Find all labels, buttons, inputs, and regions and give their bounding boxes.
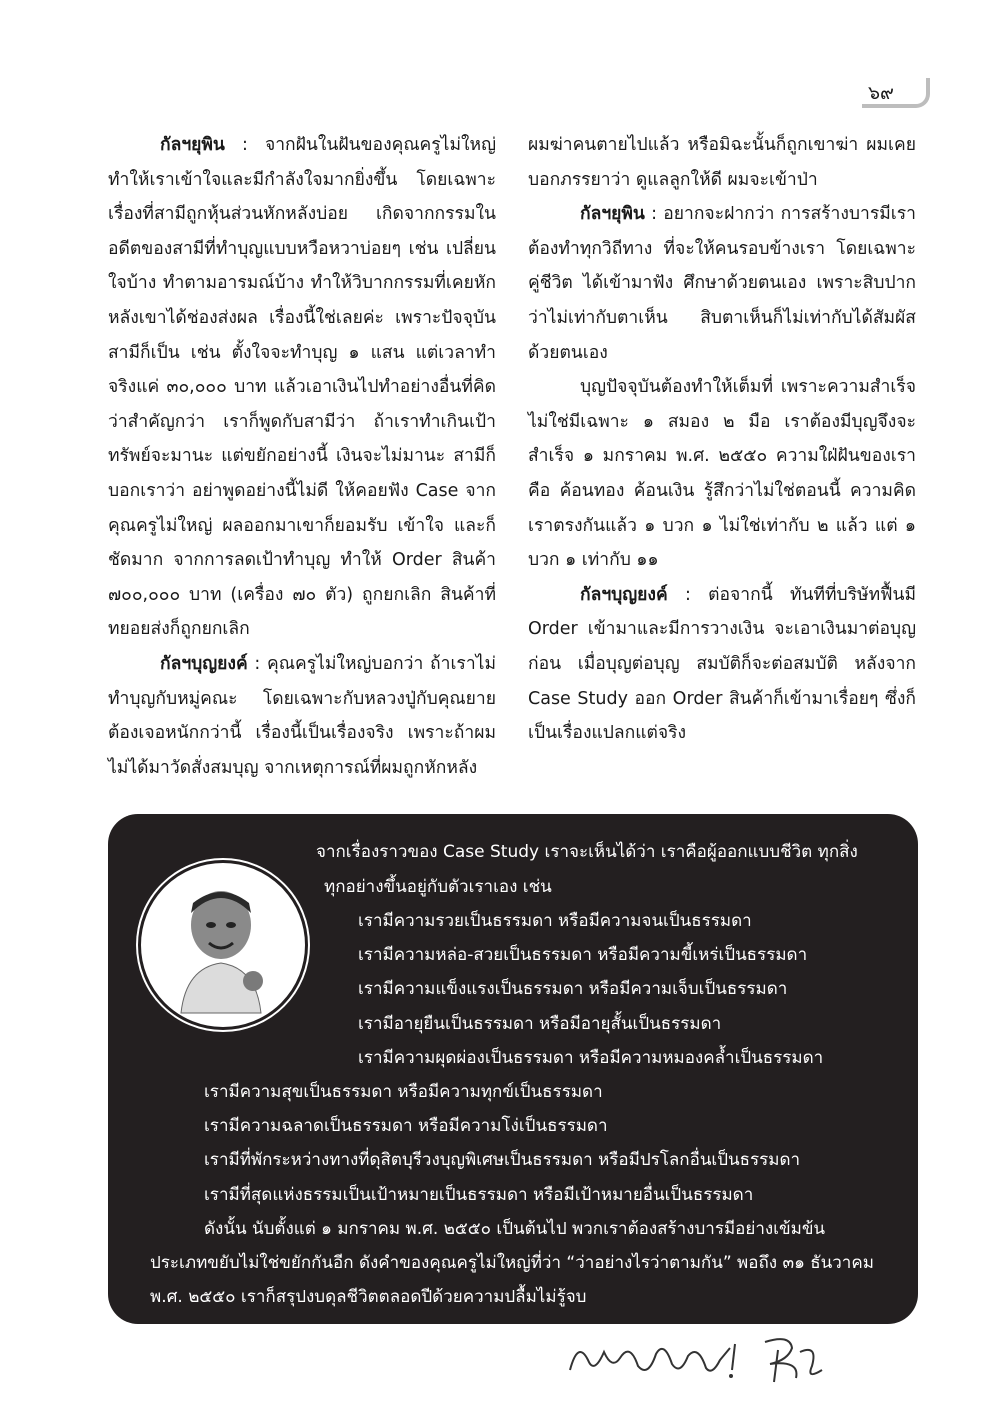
paragraph-text: : อยากจะฝากว่า การสร้างบารมีเราต้องทำทุกวิถีทาง ที่จะให้คนรอบข้างเรา โดยเฉพาะคู่ชีวิต ได้เข้ามาฟัง ศึกษาด้วยตนเอง เพราะสิบปากว่าไม่เท่ากับตาเห็น สิบตาเห็นก็ไม่เท่ากับได้สัมผัสด้วยตนเอง: [528, 204, 916, 363]
box-text-line: ประเภทขยับไม่ใช่ขยักกันอีก ดังคำของคุณครูไม่ใหญ่ที่ว่า “ว่าอย่างไรว่าตามกัน” พอถึง ๓๑ ธันวาคม: [150, 1253, 874, 1273]
page-number: ๖๙: [862, 78, 930, 108]
box-text-line: เรามีความฉลาดเป็นธรรมดา หรือมีความโง่เป็นธรรมดา: [204, 1116, 608, 1136]
box-text-line: เรามีที่พักระหว่างทางที่ดุสิตบุรีวงบุญพิเศษเป็นธรรมดา หรือมีปรโลกอื่นเป็นธรรมดา: [204, 1150, 801, 1170]
paragraph: ผมฆ่าคนตายไปแล้ว หรือมิฉะนั้นก็ถูกเขาฆ่า ผมเคยบอกภรรยาว่า ดูแลลูกให้ดี ผมจะเข้าป่า: [528, 135, 916, 190]
speaker-name: กัลฯยุพิน: [580, 204, 645, 225]
speaker-name: กัลฯบุญยงค์: [160, 653, 248, 674]
box-text-line: จากเรื่องราวของ Case Study เราจะเห็นได้ว่า เราคือผู้ออกแบบชีวิต ทุกสิ่ง: [316, 842, 858, 862]
paragraph: [108, 647, 496, 785]
box-text-line: เรามีความสุขเป็นธรรมดา หรือมีความทุกข์เป็นธรรมดา: [204, 1082, 603, 1102]
left-column: [108, 128, 496, 785]
box-text-line: เรามีความรวยเป็นธรรมดา หรือมีความจนเป็นธรรมดา: [358, 911, 752, 931]
paragraph: บุญปัจจุบันต้องทำให้เต็มที่ เพราะความสำเร็จไม่ใช่มีเฉพาะ ๑ สมอง ๒ มือ เราต้องมีบุญจึงจะสำเร็จ ๑ มกราคม พ.ศ. ๒๕๕๐ ความใฝ่ฝันของเรา คือ ค้อนทอง ค้อนเงิน รู้สึกว่าไม่ใช่ตอนนี้ ความคิดเราตรงกันแล้ว ๑ บวก ๑ ไม่ใช่เท่ากับ ๒ แล้ว แต่ ๑ บวก ๑ เท่ากับ ๑๑: [528, 377, 916, 571]
summary-box: [108, 814, 918, 1324]
speaker-name: กัลฯยุพิน: [160, 135, 225, 155]
caricature-icon: [141, 863, 305, 1027]
box-text-line: เรามีความหล่อ-สวยเป็นธรรมดา หรือมีความขี้เหร่เป็นธรรมดา: [358, 945, 808, 965]
box-text-line: เรามีอายุยืนเป็นธรรมดา หรือมีอายุสั้นเป็นธรรมดา: [358, 1014, 722, 1034]
handwritten-signature: [560, 1330, 860, 1390]
signature-icon: [560, 1330, 860, 1390]
box-text-line: ดังนั้น นับตั้งแต่ ๑ มกราคม พ.ศ. ๒๕๕๐ เป็นต้นไป พวกเราต้องสร้างบารมีอย่างเข้มข้น: [204, 1219, 826, 1239]
portrait-image: [138, 860, 308, 1030]
box-text-line: พ.ศ. ๒๕๕๐ เราก็สรุปงบดุลชีวิตตลอดปีด้วยความปลื้มไม่รู้จบ: [150, 1287, 587, 1307]
speaker-name: กัลฯบุญยงค์: [580, 584, 668, 605]
paragraph-text: : จากฝันในฝันของคุณครูไม่ใหญ่ทำให้เราเข้าใจและมีกำลังใจมากยิ่งขึ้น โดยเฉพาะเรื่องที่สามีถูกหุ้นส่วนหักหลังบ่อย เกิดจากกรรมในอดีตของสามีที่ทำบุญแบบหวือหวาบ่อยๆ เช่น เปลี่ยนใจบ้าง ทำตามอารมณ์บ้าง ทำให้วิบากกรรมที่เคยหักหลังเขาได้ช่องส่งผล เรื่องนี้ใช่เลยค่ะ เพราะปัจจุบันสามีก็เป็น เช่น ตั้งใจจะทำบุญ ๑ แสน แต่เวลาทำจริงแค่ ๓๐,๐๐๐ บาท แล้วเอาเงินไปทำอย่างอื่นที่คิดว่าสำคัญกว่า เราก็พูดกับสามีว่า ถ้าเราทำเกินเป้า ทรัพย์จะมานะ แต่ขยักอย่างนี้ เงินจะไม่มานะ สามีก็บอกเราว่า อย่าพูดอย่างนี้ไม่ดี ให้คอยฟัง Case จากคุณครูไม่ใหญ่ ผลออกมาเขาก็ยอมรับ เข้าใจ และก็ชัดมาก จากการลดเป้าทำบุญ ทำให้ Order สินค้า ๗๐๐,๐๐๐ บาท (เครื่อง ๗๐ ตัว) ถูกยกเลิก สินค้าที่ทยอยส่งก็ถูกยกเลิก: [108, 135, 496, 640]
paragraph: [528, 197, 916, 370]
right-column: [528, 128, 916, 751]
paragraph-text: : ต่อจากนี้ ทันทีที่บริษัทฟื้นมี Order เข้ามาและมีการวางเงิน จะเอาเงินมาต่อบุญก่อน เมื่อบุญต่อบุญ สมบัติก็จะต่อสมบัติ หลังจาก Case Study ออก Order สินค้าก็เข้ามาเรื่อยๆ ซึ่งก็เป็นเรื่องแปลกแต่จริง: [528, 584, 916, 744]
box-text-line: เรามีที่สุดแห่งธรรมเป็นเป้าหมายเป็นธรรมดา หรือมีเป้าหมายอื่นเป็นธรรมดา: [204, 1185, 754, 1205]
paragraph: [528, 578, 916, 751]
paragraph-text: : คุณครูไม่ใหญ่บอกว่า ถ้าเราไม่ทำบุญกับหมู่คณะ โดยเฉพาะกับหลวงปู่กับคุณยาย ต้องเจอหนักกว่านี้ เรื่องนี้เป็นเรื่องจริง เพราะถ้าผมไม่ได้มาวัดสั่งสมบุญ จากเหตุการณ์ที่ผมถูกหักหลัง: [108, 653, 496, 778]
paragraph: [108, 128, 496, 647]
box-text-line: เรามีความแข็งแรงเป็นธรรมดา หรือมีความเจ็บเป็นธรรมดา: [358, 979, 788, 999]
box-text-line: ทุกอย่างขึ้นอยู่กับตัวเราเอง เช่น: [324, 877, 552, 897]
box-text-line: เรามีความผุดผ่องเป็นธรรมดา หรือมีความหมองคล้ำเป็นธรรมดา: [358, 1048, 824, 1068]
